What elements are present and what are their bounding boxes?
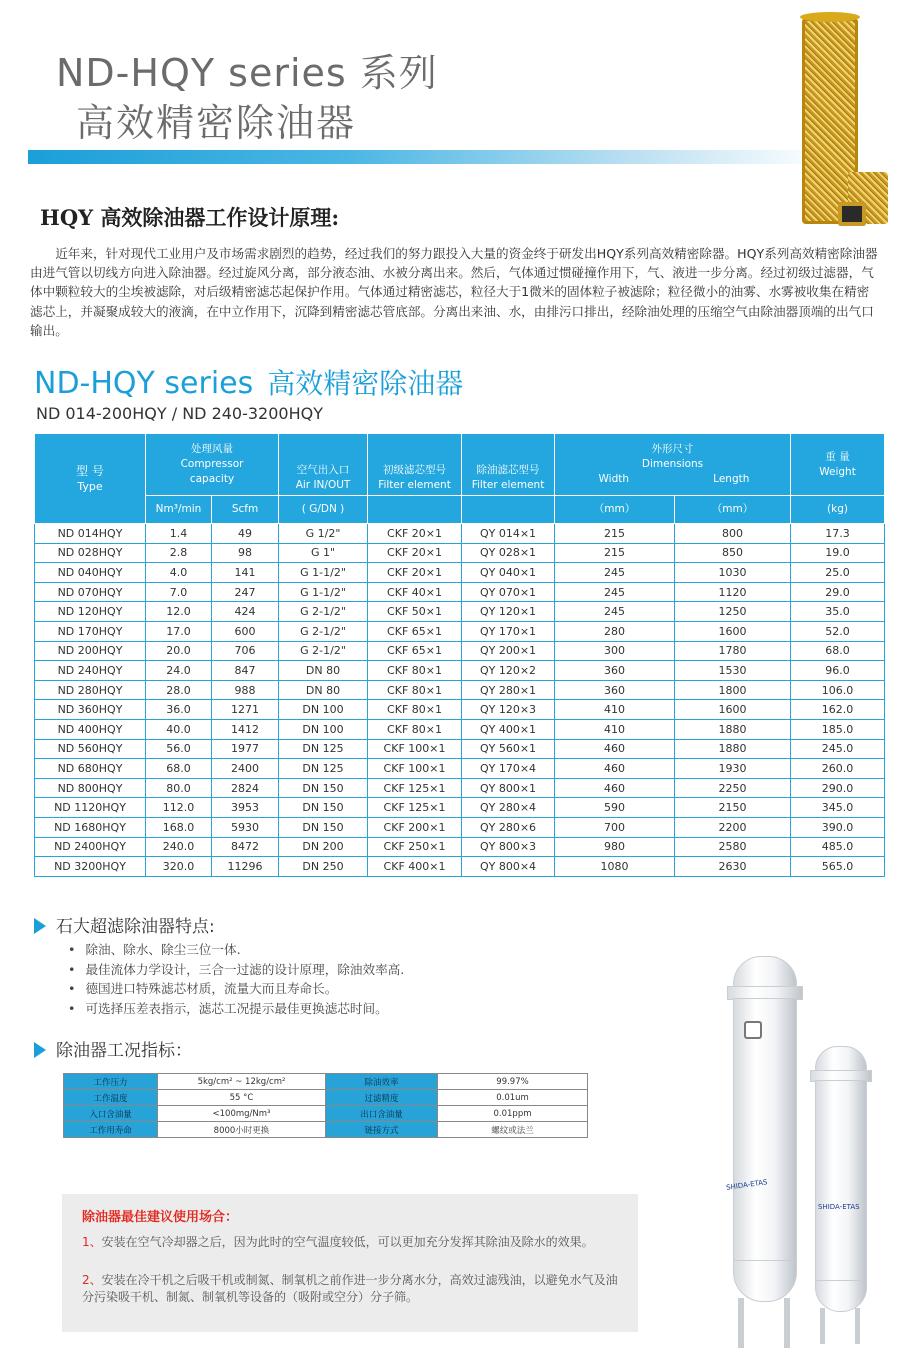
series-title bbox=[34, 362, 463, 402]
cell-weight: 19.0 bbox=[791, 543, 885, 563]
table-row bbox=[35, 524, 885, 544]
recommendation-num: 2、 bbox=[82, 1273, 102, 1287]
cell-weight: 17.3 bbox=[791, 524, 885, 544]
condition-value: 55 °C bbox=[158, 1090, 326, 1106]
condition-label: 入口含油量 bbox=[64, 1106, 158, 1122]
cell-air: DN 100 bbox=[279, 719, 368, 739]
header-main-blank bbox=[462, 496, 555, 524]
cell-weight: 565.0 bbox=[791, 857, 885, 877]
cell-weight: 68.0 bbox=[791, 641, 885, 661]
cell-nm3: 28.0 bbox=[146, 680, 212, 700]
header-dim-sub bbox=[555, 472, 790, 487]
cell-model: ND 560HQY bbox=[35, 739, 146, 759]
features-list bbox=[68, 940, 404, 1018]
cell-air: DN 125 bbox=[279, 739, 368, 759]
cell-nm3: 17.0 bbox=[146, 621, 212, 641]
cell-scfm: 2400 bbox=[212, 759, 279, 779]
cell-width: 410 bbox=[555, 700, 675, 720]
cell-weight: 96.0 bbox=[791, 661, 885, 681]
cell-length: 1880 bbox=[675, 739, 791, 759]
cell-main-filter: QY 014×1 bbox=[462, 524, 555, 544]
cell-length: 1530 bbox=[675, 661, 791, 681]
cell-model: ND 014HQY bbox=[35, 524, 146, 544]
table-row bbox=[35, 661, 885, 681]
cell-model: ND 200HQY bbox=[35, 641, 146, 661]
cell-main-filter: QY 070×1 bbox=[462, 582, 555, 602]
header-main-filter-cn: 除油滤芯型号 bbox=[476, 464, 540, 476]
cell-scfm: 988 bbox=[212, 680, 279, 700]
cell-weight: 345.0 bbox=[791, 798, 885, 818]
cell-nm3: 112.0 bbox=[146, 798, 212, 818]
cell-scfm: 2824 bbox=[212, 778, 279, 798]
condition-value: <100mg/Nm³ bbox=[158, 1106, 326, 1122]
cell-weight: 52.0 bbox=[791, 621, 885, 641]
cell-main-filter: QY 400×1 bbox=[462, 719, 555, 739]
table-row bbox=[35, 778, 885, 798]
cell-nm3: 36.0 bbox=[146, 700, 212, 720]
table-row bbox=[35, 543, 885, 563]
cell-width: 280 bbox=[555, 621, 675, 641]
cell-main-filter: QY 280×4 bbox=[462, 798, 555, 818]
cell-weight: 106.0 bbox=[791, 680, 885, 700]
cell-main-filter: QY 028×1 bbox=[462, 543, 555, 563]
header-length-unit: （mm） bbox=[675, 496, 791, 524]
cell-scfm: 11296 bbox=[212, 857, 279, 877]
cell-width: 245 bbox=[555, 582, 675, 602]
header-capacity-en2: capacity bbox=[189, 473, 235, 485]
condition-label: 除油效率 bbox=[326, 1074, 438, 1090]
cell-air: DN 125 bbox=[279, 759, 368, 779]
cell-scfm: 424 bbox=[212, 602, 279, 622]
cell-main-filter: QY 800×1 bbox=[462, 778, 555, 798]
header-weight-cn: 重 量 bbox=[825, 450, 850, 463]
cell-weight: 390.0 bbox=[791, 817, 885, 837]
recommendation-text: 安装在空气冷却器之后，因为此时的空气温度较低，可以更加充分发挥其除油及除水的效果。 bbox=[101, 1235, 594, 1249]
cell-pre-filter: CKF 125×1 bbox=[368, 798, 462, 818]
cell-nm3: 24.0 bbox=[146, 661, 212, 681]
recommendation-box bbox=[62, 1194, 638, 1332]
header-band bbox=[28, 150, 828, 164]
conditions-heading-text: 除油器工况指标： bbox=[56, 1041, 192, 1061]
cell-nm3: 20.0 bbox=[146, 641, 212, 661]
conditions-row bbox=[64, 1122, 588, 1138]
cell-width: 1080 bbox=[555, 857, 675, 877]
recommendation-item bbox=[82, 1272, 622, 1306]
cell-main-filter: QY 120×2 bbox=[462, 661, 555, 681]
cell-length: 1930 bbox=[675, 759, 791, 779]
header-pre-filter-cn: 初级滤芯型号 bbox=[383, 464, 447, 476]
header-width: Width bbox=[598, 473, 630, 485]
header-weight-unit: (kg) bbox=[791, 496, 885, 524]
table-row bbox=[35, 817, 885, 837]
cell-scfm: 8472 bbox=[212, 837, 279, 857]
conditions-table bbox=[63, 1073, 588, 1138]
filter-cartridge-tiny-image bbox=[838, 202, 866, 226]
header-nm3: Nm³/min bbox=[146, 496, 212, 524]
cell-main-filter: QY 120×1 bbox=[462, 602, 555, 622]
cell-weight: 29.0 bbox=[791, 582, 885, 602]
cell-pre-filter: CKF 100×1 bbox=[368, 739, 462, 759]
header-capacity-cn: 处理风量 bbox=[191, 443, 233, 455]
vessel-large-top bbox=[733, 956, 797, 988]
cell-length: 2630 bbox=[675, 857, 791, 877]
cell-length: 1600 bbox=[675, 700, 791, 720]
vessel-small-leg bbox=[855, 1308, 860, 1344]
cell-air: G 2-1/2" bbox=[279, 621, 368, 641]
vessel-large-body bbox=[725, 998, 797, 1262]
header-type-cn: 型 号 bbox=[76, 463, 104, 478]
cell-nm3: 168.0 bbox=[146, 817, 212, 837]
cell-length: 1880 bbox=[675, 719, 791, 739]
header-length: Length bbox=[713, 473, 750, 485]
vessel-large-label: SHIDA-ETAS bbox=[725, 1178, 768, 1192]
recommendation-num: 1、 bbox=[82, 1235, 102, 1249]
cell-model: ND 3200HQY bbox=[35, 857, 146, 877]
condition-label: 工作用寿命 bbox=[64, 1122, 158, 1138]
vessel-small-top bbox=[815, 1046, 867, 1072]
cell-pre-filter: CKF 200×1 bbox=[368, 817, 462, 837]
cell-width: 590 bbox=[555, 798, 675, 818]
cell-width: 300 bbox=[555, 641, 675, 661]
cell-main-filter: QY 200×1 bbox=[462, 641, 555, 661]
cell-model: ND 040HQY bbox=[35, 563, 146, 583]
cell-model: ND 360HQY bbox=[35, 700, 146, 720]
cell-length: 2580 bbox=[675, 837, 791, 857]
cell-air: DN 150 bbox=[279, 778, 368, 798]
table-row bbox=[35, 602, 885, 622]
cell-nm3: 320.0 bbox=[146, 857, 212, 877]
cell-length: 2150 bbox=[675, 798, 791, 818]
condition-value: 5kg/cm² ~ 12kg/cm² bbox=[158, 1074, 326, 1090]
table-row bbox=[35, 857, 885, 877]
cell-weight: 185.0 bbox=[791, 719, 885, 739]
features-heading-text: 石大超滤除油器特点: bbox=[56, 917, 215, 937]
condition-label: 链接方式 bbox=[326, 1122, 438, 1138]
cell-pre-filter: CKF 80×1 bbox=[368, 719, 462, 739]
condition-value: 0.01ppm bbox=[438, 1106, 588, 1122]
condition-label: 工作压力 bbox=[64, 1074, 158, 1090]
cell-length: 1250 bbox=[675, 602, 791, 622]
cell-scfm: 1977 bbox=[212, 739, 279, 759]
header-air-cn: 空气出入口 bbox=[296, 464, 350, 476]
header-pre-blank bbox=[368, 496, 462, 524]
cell-model: ND 070HQY bbox=[35, 582, 146, 602]
cell-main-filter: QY 800×3 bbox=[462, 837, 555, 857]
recommendation-item bbox=[82, 1234, 622, 1251]
table-row bbox=[35, 837, 885, 857]
cell-weight: 485.0 bbox=[791, 837, 885, 857]
cell-air: DN 250 bbox=[279, 857, 368, 877]
feature-item: • 最佳流体力学设计，三合一过滤的设计原理，除油效率高. bbox=[68, 960, 404, 980]
cell-weight: 35.0 bbox=[791, 602, 885, 622]
cell-model: ND 1120HQY bbox=[35, 798, 146, 818]
cell-model: ND 2400HQY bbox=[35, 837, 146, 857]
cell-model: ND 028HQY bbox=[35, 543, 146, 563]
cell-pre-filter: CKF 40×1 bbox=[368, 582, 462, 602]
condition-label: 过滤精度 bbox=[326, 1090, 438, 1106]
cell-width: 245 bbox=[555, 602, 675, 622]
cell-main-filter: QY 280×6 bbox=[462, 817, 555, 837]
cell-pre-filter: CKF 125×1 bbox=[368, 778, 462, 798]
series-title-en: ND-HQY series bbox=[34, 366, 254, 401]
condition-value: 螺纹或法兰 bbox=[438, 1122, 588, 1138]
principle-heading: HQY 高效除油器工作设计原理: bbox=[40, 205, 340, 230]
cell-scfm: 706 bbox=[212, 641, 279, 661]
header-capacity-en1: Compressor bbox=[180, 458, 244, 470]
page-subtitle: 高效精密除油器 bbox=[76, 101, 357, 145]
vessel-large-leg bbox=[738, 1298, 744, 1348]
gauge-icon bbox=[744, 1021, 762, 1039]
cell-main-filter: QY 170×1 bbox=[462, 621, 555, 641]
cell-air: DN 80 bbox=[279, 680, 368, 700]
cell-main-filter: QY 280×1 bbox=[462, 680, 555, 700]
cell-model: ND 280HQY bbox=[35, 680, 146, 700]
cell-pre-filter: CKF 50×1 bbox=[368, 602, 462, 622]
section-bullet-icon bbox=[34, 918, 46, 934]
recommendation-title: 除油器最佳建议使用场合： bbox=[82, 1210, 239, 1225]
cell-pre-filter: CKF 65×1 bbox=[368, 621, 462, 641]
cell-pre-filter: CKF 20×1 bbox=[368, 543, 462, 563]
table-row bbox=[35, 719, 885, 739]
cell-main-filter: QY 800×4 bbox=[462, 857, 555, 877]
feature-item: • 可选择压差表指示，滤芯工况提示最佳更换滤芯时间。 bbox=[68, 999, 404, 1019]
table-row bbox=[35, 759, 885, 779]
cell-length: 1600 bbox=[675, 621, 791, 641]
cell-air: G 2-1/2" bbox=[279, 641, 368, 661]
cell-pre-filter: CKF 80×1 bbox=[368, 700, 462, 720]
cell-length: 2200 bbox=[675, 817, 791, 837]
cell-scfm: 1412 bbox=[212, 719, 279, 739]
header-width-unit: （mm） bbox=[555, 496, 675, 524]
header-dimensions bbox=[555, 434, 791, 496]
cell-air: DN 80 bbox=[279, 661, 368, 681]
cell-length: 850 bbox=[675, 543, 791, 563]
cell-width: 215 bbox=[555, 543, 675, 563]
cell-width: 980 bbox=[555, 837, 675, 857]
header-scfm: Scfm bbox=[212, 496, 279, 524]
cell-scfm: 1271 bbox=[212, 700, 279, 720]
cell-nm3: 4.0 bbox=[146, 563, 212, 583]
header-air-en: Air IN/OUT bbox=[295, 479, 351, 491]
cell-nm3: 7.0 bbox=[146, 582, 212, 602]
cell-model: ND 800HQY bbox=[35, 778, 146, 798]
cell-nm3: 2.8 bbox=[146, 543, 212, 563]
header-weight bbox=[791, 434, 885, 496]
cell-length: 800 bbox=[675, 524, 791, 544]
cell-nm3: 40.0 bbox=[146, 719, 212, 739]
cell-pre-filter: CKF 20×1 bbox=[368, 563, 462, 583]
section-bullet-icon bbox=[34, 1042, 46, 1058]
cell-model: ND 170HQY bbox=[35, 621, 146, 641]
conditions-row bbox=[64, 1074, 588, 1090]
cell-main-filter: QY 040×1 bbox=[462, 563, 555, 583]
cell-nm3: 12.0 bbox=[146, 602, 212, 622]
cell-pre-filter: CKF 20×1 bbox=[368, 524, 462, 544]
cell-nm3: 1.4 bbox=[146, 524, 212, 544]
cell-scfm: 5930 bbox=[212, 817, 279, 837]
header-type bbox=[35, 434, 146, 524]
conditions-row bbox=[64, 1106, 588, 1122]
vessel-small-body bbox=[815, 1080, 867, 1282]
cell-weight: 260.0 bbox=[791, 759, 885, 779]
cell-pre-filter: CKF 65×1 bbox=[368, 641, 462, 661]
cell-model: ND 1680HQY bbox=[35, 817, 146, 837]
vessel-small-leg bbox=[820, 1308, 825, 1344]
condition-value: 0.01um bbox=[438, 1090, 588, 1106]
cell-width: 360 bbox=[555, 661, 675, 681]
cell-main-filter: QY 120×3 bbox=[462, 700, 555, 720]
cell-main-filter: QY 560×1 bbox=[462, 739, 555, 759]
cell-width: 460 bbox=[555, 739, 675, 759]
cell-weight: 25.0 bbox=[791, 563, 885, 583]
conditions-table-body bbox=[64, 1074, 588, 1138]
recommendation-text: 安装在冷干机之后吸干机或制氮、制氧机之前作进一步分离水分，高效过滤残油，以避免水气及油分污染吸干机、制氮、制氧机等设备的（吸附或空分）分子筛。 bbox=[82, 1273, 618, 1304]
table-row bbox=[35, 582, 885, 602]
table-row bbox=[35, 563, 885, 583]
condition-value: 8000小时更换 bbox=[158, 1122, 326, 1138]
cell-scfm: 600 bbox=[212, 621, 279, 641]
cell-air: G 1-1/2" bbox=[279, 563, 368, 583]
table-row bbox=[35, 798, 885, 818]
cell-nm3: 68.0 bbox=[146, 759, 212, 779]
features-heading bbox=[34, 912, 215, 937]
cell-scfm: 98 bbox=[212, 543, 279, 563]
cell-width: 410 bbox=[555, 719, 675, 739]
header-dimensions-cn: 外形尺寸 bbox=[651, 443, 694, 455]
header-air bbox=[279, 434, 368, 496]
cell-air: G 2-1/2" bbox=[279, 602, 368, 622]
cell-width: 460 bbox=[555, 759, 675, 779]
cell-pre-filter: CKF 80×1 bbox=[368, 680, 462, 700]
table-row bbox=[35, 739, 885, 759]
cell-width: 360 bbox=[555, 680, 675, 700]
cell-pre-filter: CKF 100×1 bbox=[368, 759, 462, 779]
cell-air: G 1/2" bbox=[279, 524, 368, 544]
cell-scfm: 847 bbox=[212, 661, 279, 681]
vessel-large-leg bbox=[784, 1298, 790, 1348]
header-main-filter-en: Filter element bbox=[471, 479, 545, 491]
cell-length: 1780 bbox=[675, 641, 791, 661]
cell-air: DN 100 bbox=[279, 700, 368, 720]
cell-scfm: 3953 bbox=[212, 798, 279, 818]
conditions-row bbox=[64, 1090, 588, 1106]
condition-value: 99.97% bbox=[438, 1074, 588, 1090]
table-row bbox=[35, 621, 885, 641]
cell-scfm: 49 bbox=[212, 524, 279, 544]
cell-model: ND 240HQY bbox=[35, 661, 146, 681]
cell-model: ND 400HQY bbox=[35, 719, 146, 739]
cell-model: ND 120HQY bbox=[35, 602, 146, 622]
cell-air: G 1" bbox=[279, 543, 368, 563]
cell-length: 2250 bbox=[675, 778, 791, 798]
header-main-filter bbox=[462, 434, 555, 496]
cell-weight: 290.0 bbox=[791, 778, 885, 798]
cell-width: 460 bbox=[555, 778, 675, 798]
header-air-unit: ( G/DN ) bbox=[279, 496, 368, 524]
cell-width: 700 bbox=[555, 817, 675, 837]
header-type-en: Type bbox=[77, 479, 103, 493]
vessel-large-bottom bbox=[733, 1260, 797, 1302]
cell-nm3: 80.0 bbox=[146, 778, 212, 798]
cell-length: 1120 bbox=[675, 582, 791, 602]
table-row bbox=[35, 641, 885, 661]
header-dimensions-en: Dimensions bbox=[641, 458, 704, 470]
cell-air: DN 150 bbox=[279, 817, 368, 837]
cell-pre-filter: CKF 80×1 bbox=[368, 661, 462, 681]
cell-weight: 162.0 bbox=[791, 700, 885, 720]
principle-paragraph: 近年来，针对现代工业用户及市场需求剧烈的趋势，经过我们的努力跟投入大量的资金终于研发出HQY系列高效精密除器。HQY系列高效精密除油器由进气管以切线方向进入除油器。经过旋风分离，部分液态油、水被分离出来。然后，气体通过惯碰撞作用下，气、液进一步分离。经过初级过滤器，气体中颗粒较大的尘埃被滤除，对后级精密滤芯起保护作用。气体通过精密滤芯，粒径大于1微米的固体粒子被滤除；粒径微小的油雾、水雾被收集在精密滤芯上，并凝聚成较大的液滴，在中立作用下，沉降到精密滤芯管底部。分离出来油、水，由排污口排出，经除油处理的压缩空气由除油器顶端的出气口输出。 bbox=[30, 246, 878, 338]
condition-label: 工作温度 bbox=[64, 1090, 158, 1106]
table-row bbox=[35, 700, 885, 720]
cell-weight: 245.0 bbox=[791, 739, 885, 759]
feature-item: • 除油、除水、除尘三位一体. bbox=[68, 940, 404, 960]
cell-length: 1030 bbox=[675, 563, 791, 583]
header-pre-filter bbox=[368, 434, 462, 496]
cell-scfm: 141 bbox=[212, 563, 279, 583]
cell-length: 1800 bbox=[675, 680, 791, 700]
spec-table-body bbox=[35, 524, 885, 877]
cell-model: ND 680HQY bbox=[35, 759, 146, 779]
condition-label: 出口含油量 bbox=[326, 1106, 438, 1122]
cell-air: DN 150 bbox=[279, 798, 368, 818]
cell-pre-filter: CKF 250×1 bbox=[368, 837, 462, 857]
feature-item: • 德国进口特殊滤芯材质，流量大而且寿命长。 bbox=[68, 979, 404, 999]
spec-table bbox=[34, 433, 885, 877]
conditions-heading bbox=[34, 1036, 192, 1061]
table-row bbox=[35, 680, 885, 700]
cell-air: DN 200 bbox=[279, 837, 368, 857]
header-weight-en: Weight bbox=[819, 465, 856, 478]
cell-scfm: 247 bbox=[212, 582, 279, 602]
header-capacity bbox=[146, 434, 279, 496]
cell-width: 215 bbox=[555, 524, 675, 544]
model-range: ND 014-200HQY / ND 240-3200HQY bbox=[36, 404, 323, 423]
series-title-cn: 高效精密除油器 bbox=[267, 367, 464, 400]
page-title: ND-HQY series 系列 bbox=[56, 51, 438, 95]
cell-nm3: 240.0 bbox=[146, 837, 212, 857]
cell-main-filter: QY 170×4 bbox=[462, 759, 555, 779]
cell-air: G 1-1/2" bbox=[279, 582, 368, 602]
header-pre-filter-en: Filter element bbox=[378, 479, 451, 491]
cell-nm3: 56.0 bbox=[146, 739, 212, 759]
cell-pre-filter: CKF 400×1 bbox=[368, 857, 462, 877]
cell-width: 245 bbox=[555, 563, 675, 583]
vessel-small-label: SHIDA-ETAS bbox=[818, 1203, 860, 1211]
